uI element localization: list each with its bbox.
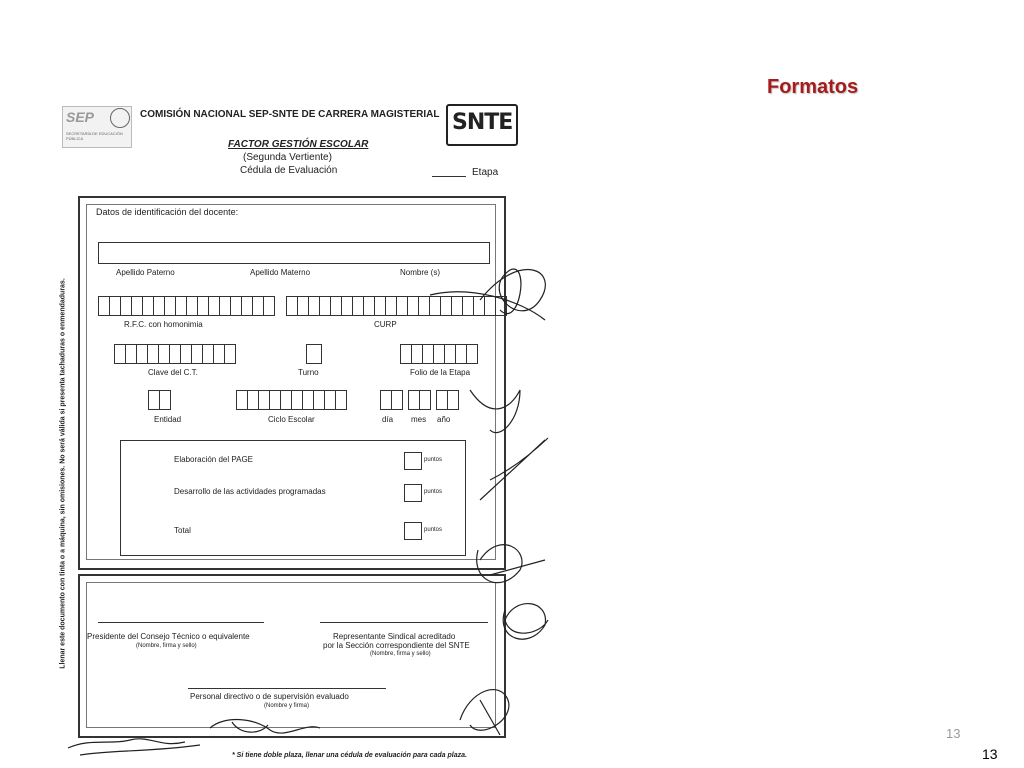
signature-scribble-4	[503, 604, 548, 640]
signature-scribble-7	[68, 739, 200, 755]
apellido-materno-label: Apellido Materno	[250, 268, 311, 277]
points-unit: puntos	[424, 457, 443, 463]
commission-header: COMISIÓN NACIONAL SEP-SNTE DE CARRERA MAGISTERIAL	[140, 109, 440, 120]
points-row-label: Desarrollo de las actividades programadas	[174, 487, 326, 496]
signature-scribble-6	[210, 720, 320, 734]
form-title: FACTOR GESTIÓN ESCOLAR	[228, 139, 369, 150]
points-unit: puntos	[424, 489, 443, 495]
dia-label: día	[382, 415, 394, 424]
sig-right-title-2: por la Sección correspondiente del SNTE	[323, 641, 470, 650]
identification-label: Datos de identificación del docente:	[96, 207, 239, 217]
slide-title: Formatos	[767, 76, 859, 98]
sig-bottom-title: Personal directivo o de supervisión evaluado	[190, 692, 349, 701]
points-unit: puntos	[424, 527, 443, 533]
points-row-label: Elaboración del PAGE	[174, 455, 254, 464]
side-instruction: Llenar este documento con tinta o a máquina, sin omisiones. No será válida si presenta tachaduras o enmendaduras.	[59, 278, 67, 669]
rfc-label: R.F.C. con homonimia	[124, 320, 203, 329]
entidad-label: Entidad	[154, 415, 182, 424]
signature-scribble-2	[470, 390, 548, 500]
sep-logo-subtext: SECRETARÍA DE EDUCACIÓN PÚBLICA	[66, 131, 123, 141]
ciclo-label: Ciclo Escolar	[268, 415, 315, 424]
sep-logo-text: SEP	[66, 109, 95, 125]
form-subtitle: (Segunda Vertiente)	[243, 152, 332, 163]
sig-bottom-subtitle: (Nombre y firma)	[264, 703, 310, 709]
nombre-label: Nombre (s)	[400, 268, 441, 277]
sig-left-subtitle: (Nombre, firma y sello)	[136, 643, 197, 649]
clave-label: Clave del C.T.	[148, 368, 198, 377]
signature-scribble-1	[430, 269, 545, 320]
signature-scribble-5	[460, 690, 509, 735]
apellido-paterno-label: Apellido Paterno	[116, 268, 175, 277]
slide-number-watermark: 13	[946, 726, 961, 741]
slide-number: 13	[982, 746, 998, 762]
sig-right-subtitle: (Nombre, firma y sello)	[370, 651, 431, 657]
mes-label: mes	[411, 415, 427, 424]
sig-right-title-1: Representante Sindical acreditado	[333, 632, 456, 641]
form-heading: Cédula de Evaluación	[240, 165, 338, 176]
folio-label: Folio de la Etapa	[410, 368, 471, 377]
snte-logo-text: SNTE	[452, 110, 513, 135]
footnote: * Si tiene doble plaza, llenar una cédula de evaluación para cada plaza.	[232, 752, 467, 759]
turno-label: Turno	[298, 368, 319, 377]
etapa-label: Etapa	[472, 167, 499, 178]
anio-label: año	[437, 415, 451, 424]
curp-label: CURP	[374, 320, 397, 329]
points-row-label: Total	[174, 526, 191, 535]
signature-scribble-3	[477, 545, 545, 583]
sig-left-title: Presidente del Consejo Técnico o equivalente	[87, 632, 250, 641]
